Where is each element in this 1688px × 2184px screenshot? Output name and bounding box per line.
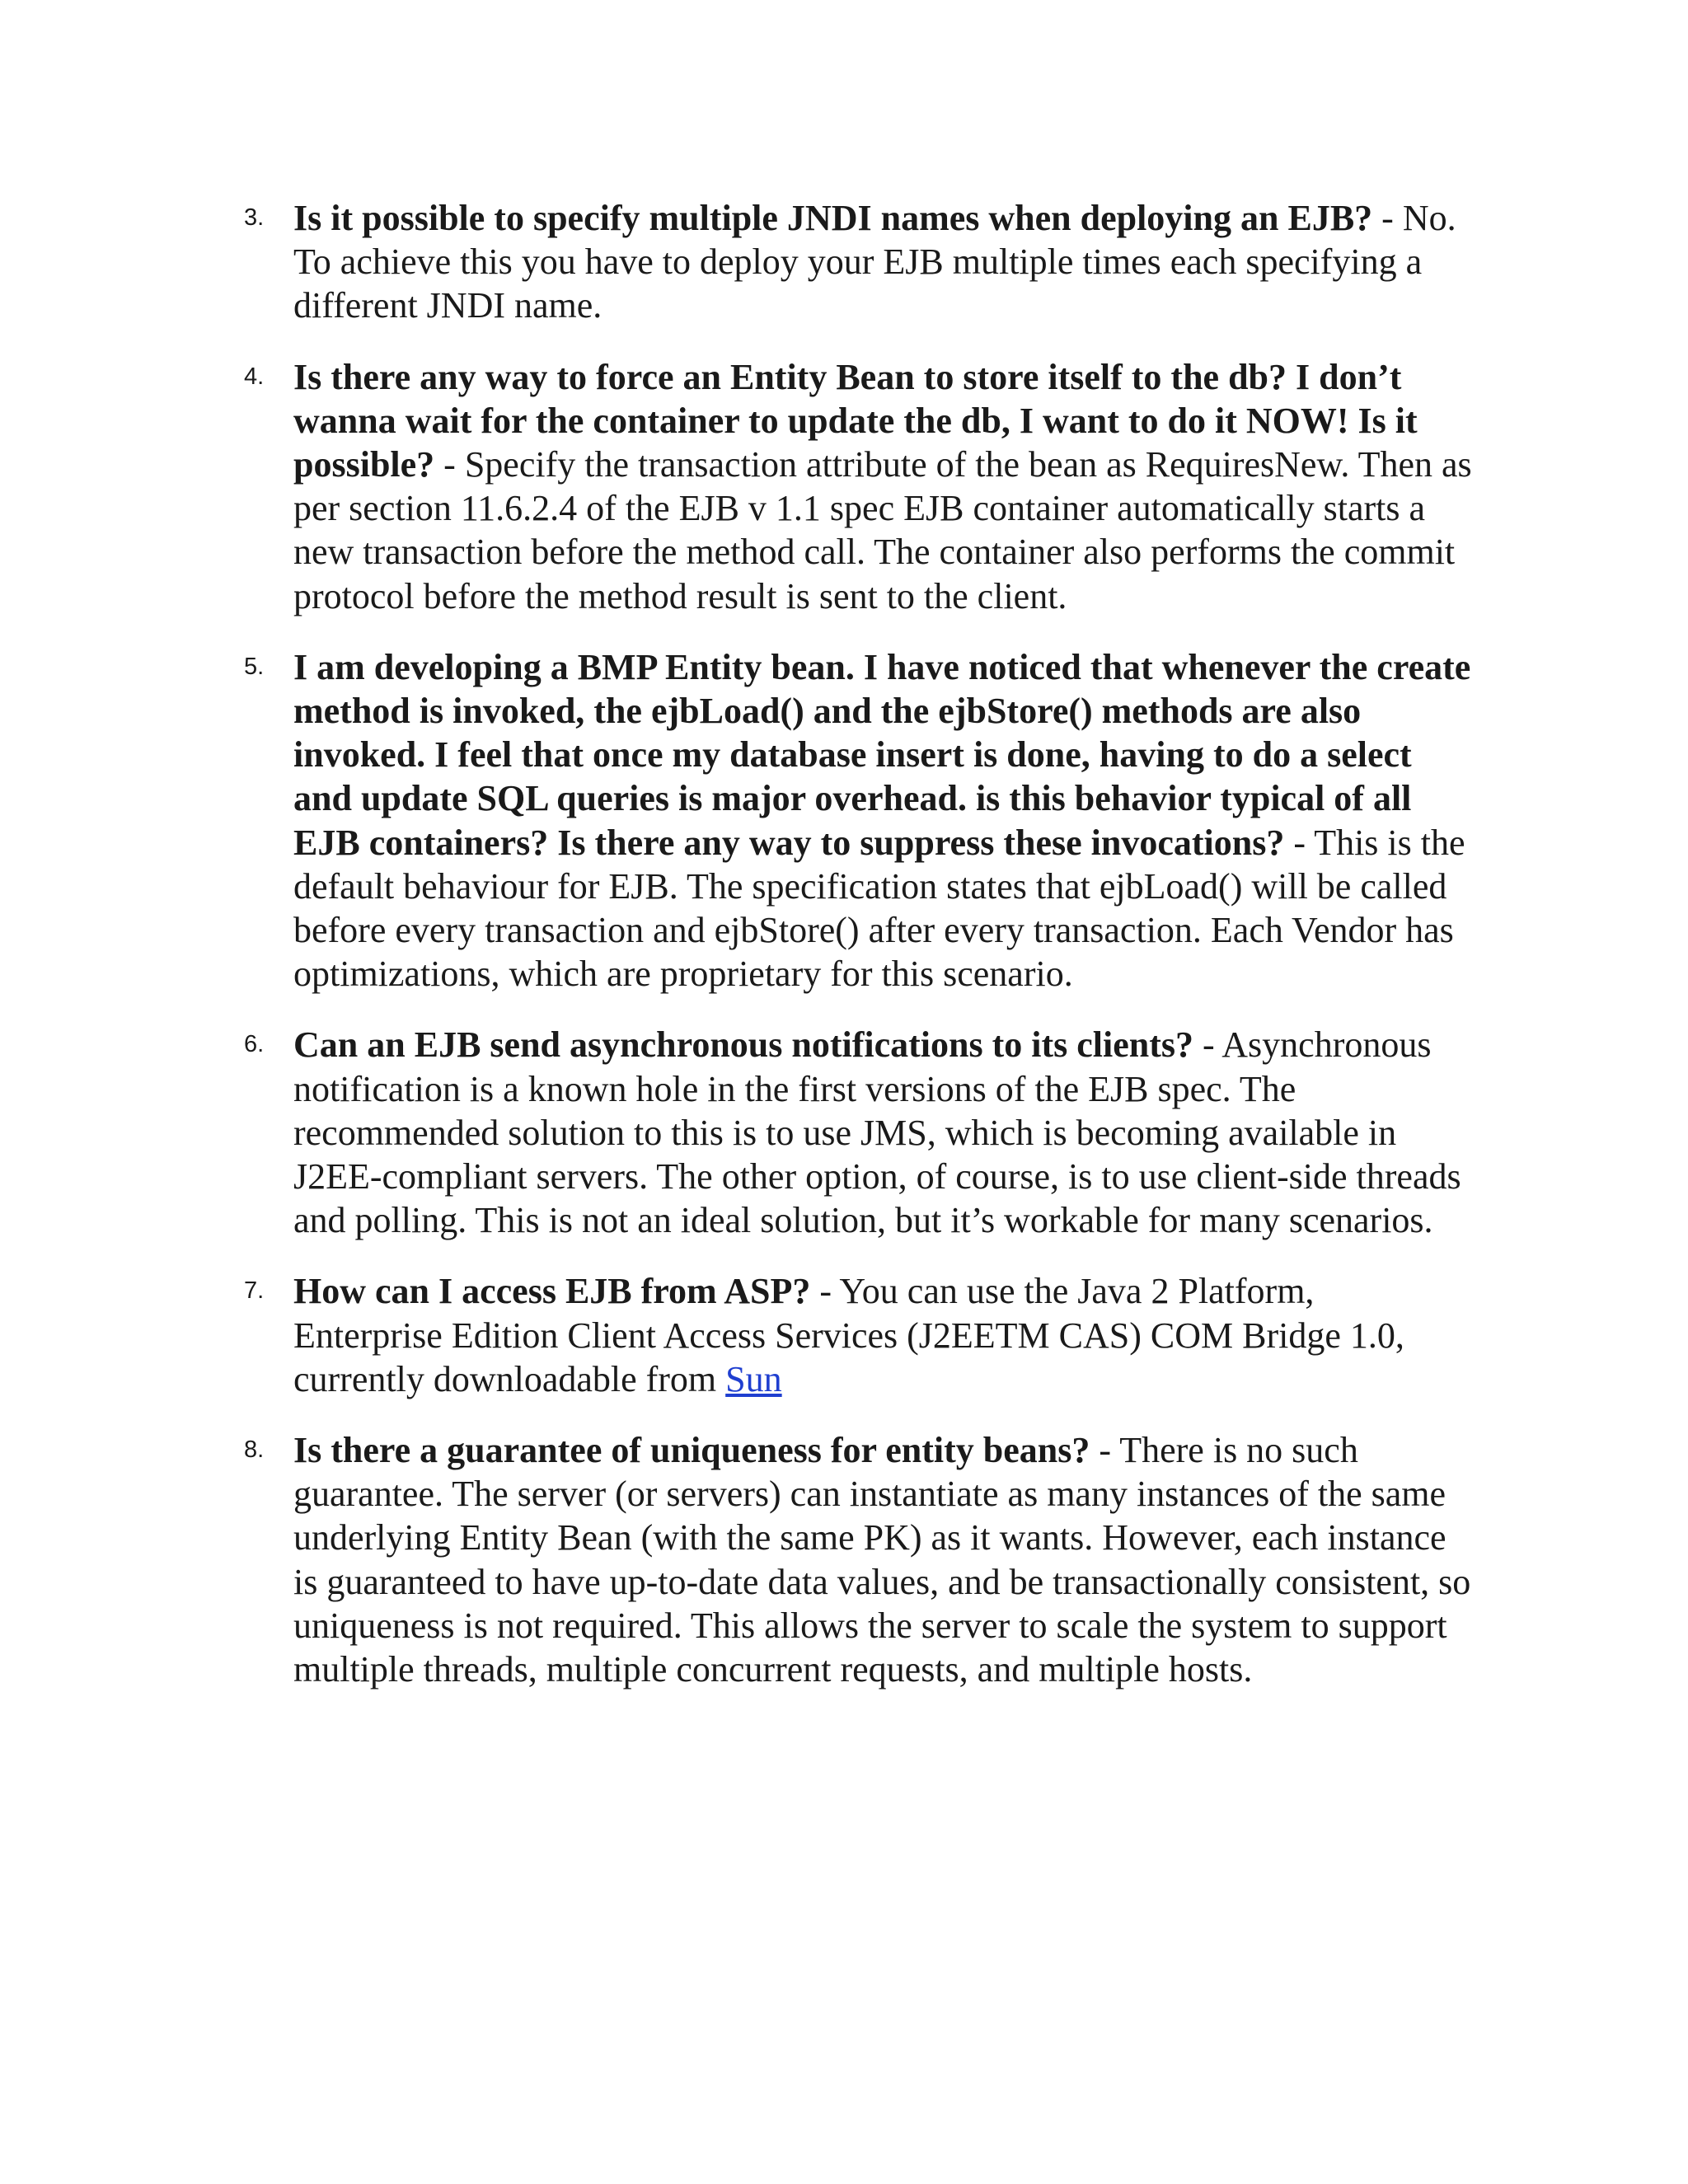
item-number: 3. — [244, 204, 265, 231]
answer-text: There is no such guarantee. The server (or servers) can instantiate as many instances of the same underlying Entity Bean (with the same PK) as it wants. However, each instance is guaranteed to have up-to-date data values, and be transactionally consistent, so uniqueness is not required. This allows the server to scale the system to support multiple threads, multiple concurrent requests, and multiple hosts. — [293, 1430, 1471, 1690]
faq-list — [244, 196, 1472, 1718]
faq-item-6 — [244, 1023, 1472, 1242]
sun-link[interactable]: Sun — [725, 1358, 782, 1399]
question-text: Is there any way to force an Entity Bean to store itself to the db? I don’t wanna wait for the container to update the db, I want to do it NOW! Is it possible? — [293, 356, 1418, 485]
answer-text: This is the default behaviour for EJB. The specification states that ejbLoad() will be called before every transaction and ejbStore() after every transaction. Each Vendor has optimizations, which are proprietary for this scenario. — [293, 822, 1465, 995]
faq-item-3 — [244, 196, 1472, 328]
answer-text: Specify the transaction attribute of the bean as RequiresNew. Then as per section 11.6.2.4 of the EJB v 1.1 spec EJB container automatically starts a new transaction before the method call. The container also performs the commit protocol before the method result is sent to the client. — [293, 444, 1472, 616]
question-text: I am developing a BMP Entity bean. I have noticed that whenever the create method is invoked, the ejbLoad() and the ejbStore() methods are also invoked. I feel that once my database insert is done, having to do a select and update SQL queries is major overhead. is this behavior typical of all EJB containers? Is there any way to suppress these invocations? — [293, 646, 1471, 863]
item-number: 7. — [244, 1277, 265, 1305]
answer-text: You can use the Java 2 Platform, Enterprise Edition Client Access Services (J2EETM CAS) COM Bridge 1.0, currently downloadable from — [293, 1271, 1404, 1399]
question-answer-separator: - — [810, 1271, 840, 1312]
faq-item-5 — [244, 645, 1472, 996]
question-text: Can an EJB send asynchronous notifications to its clients? — [293, 1024, 1194, 1066]
question-answer-separator: - — [434, 444, 465, 485]
question-answer-separator: - — [1372, 198, 1403, 238]
question-answer-separator: - — [1193, 1024, 1222, 1066]
question-answer-separator: - — [1284, 822, 1315, 863]
faq-item-7 — [244, 1269, 1472, 1401]
item-number: 4. — [244, 363, 265, 390]
item-number: 5. — [244, 653, 265, 680]
item-number: 8. — [244, 1436, 265, 1464]
question-text: Is there a guarantee of uniqueness for entity beans? — [293, 1430, 1090, 1471]
item-number: 6. — [244, 1031, 265, 1058]
faq-item-4 — [244, 355, 1472, 618]
answer-text: No. To achieve this you have to deploy your EJB multiple times each specifying a different JNDI name. — [293, 198, 1456, 326]
faq-item-8 — [244, 1428, 1472, 1691]
answer-text: Asynchronous notification is a known hole in the first versions of the EJB spec. The recommended solution to this is to use JMS, which is becoming available in J2EE-compliant servers. The other option, of course, is to use client-side threads and polling. This is not an ideal solution, but it’s workable for many scenarios. — [293, 1024, 1461, 1241]
question-answer-separator: - — [1090, 1430, 1120, 1471]
question-text: Is it possible to specify multiple JNDI names when deploying an EJB? — [293, 198, 1373, 238]
question-text: How can I access EJB from ASP? — [293, 1271, 811, 1312]
